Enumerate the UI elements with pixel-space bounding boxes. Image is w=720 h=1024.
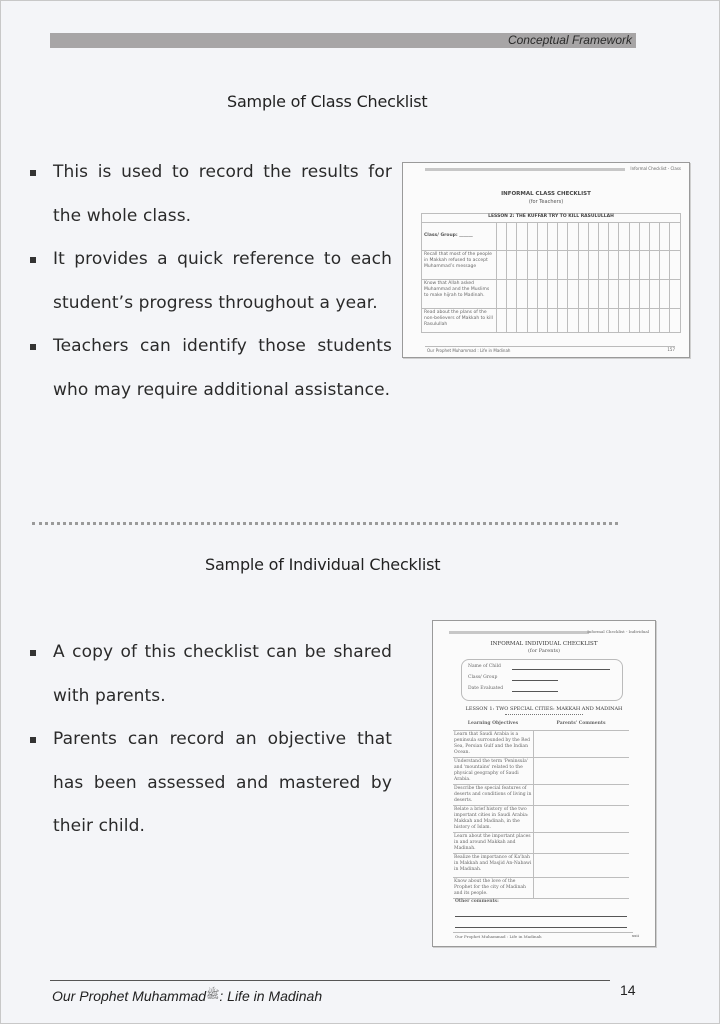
thumb-footer-rule [425,346,675,347]
thumb-subtitle: (for Teachers) [528,199,564,205]
individual-checklist-heading: Sample of Individual Checklist [205,555,441,574]
dotted-separator [32,522,618,525]
thumb-objective: Read about the plans of the non-believers of Makkah to kill Rasulullah [422,309,497,333]
thumb-objective: Know that Allah asked Muhammad and the Muslims to make hijrah to Madinah. [422,280,497,309]
thumb-other-comments: Other comments: [455,899,499,904]
thumb-objective: Learn that Saudi Arabia is a peninsula surrounded by the Red Sea, Persian Gulf and the Indian Ocean. [453,730,533,757]
bullet-item: A copy of this checklist can be shared with parents. [30,631,392,718]
thumb-objective: Realize the importance of Ka'bah in Makkah and Masjid An-Nabawi in Madinah. [453,853,533,877]
thumb-objective: Recall that most of the people in Makkah refused to accept Muhammad’s message [422,251,497,280]
bullet-item: Teachers can identify those students who may require additional assistance. [30,325,392,412]
thumb-objective: Describe the special features of deserts and conditions of living in deserts. [453,784,533,805]
bullet-item: Parents can record an objective that has been assessed and mastered by their child. [30,718,392,849]
bullet-item: This is used to record the results for the whole class. [30,151,392,238]
thumb-objective: Learn about the important places in and around Makkah and Madinah. [453,832,533,853]
thumb-footer-title: Our Prophet Muhammad : Life in Madinah [427,348,511,353]
thumb-objective: Know about the love of the Prophet for the city of Madinah and its people. [453,877,533,898]
thumb-header-tag: Informal Checklist - Individual [587,629,649,634]
thumb-title: INFORMAL INDIVIDUAL CHECKLIST [490,641,598,647]
individual-checklist-grid [453,721,629,899]
thumb-col-header: Parents' Comments [533,721,629,730]
thumb-subtitle: (for Parents) [527,648,560,654]
thumb-field-line [512,669,610,670]
thumb-field-label: Date Evaluated [468,686,504,691]
class-checklist-thumbnail [402,162,690,358]
running-header-title: Conceptual Framework [507,33,632,47]
thumb-footer-page: xxii [631,933,639,938]
bullet-square-icon [30,737,36,743]
thumb-header-tag: Informal Checklist - Class [630,166,681,171]
thumb-field-label: Name of Child [468,664,501,669]
class-checklist-heading: Sample of Class Checklist [227,92,428,111]
bullet-item: It provides a quick reference to each student’s progress throughout a year. [30,238,392,325]
footer-book-title: Our Prophet Muhammad$^ﷺ$: Life in Madinah [52,988,323,1004]
thumb-comment-line [455,927,627,928]
individual-checklist-thumbnail [432,620,656,947]
thumb-lesson-underline [505,714,583,715]
page-number: 14 [620,982,636,998]
class-checklist-grid [421,213,681,333]
thumb-header-strip [449,631,589,634]
bullet-square-icon [30,344,36,350]
individual-checklist-bullets [30,631,392,849]
thumb-lesson: LESSON 1: TWO SPECIAL CITIES: MAKKAH AND MADINAH [465,706,623,712]
thumb-title: INFORMAL CLASS CHECKLIST [501,191,591,197]
thumb-footer-title: Our Prophet Muhammad : Life in Madinah [455,934,542,939]
thumb-info-box [461,659,623,701]
thumb-objective: Understand the term 'Peninsula' and 'mountains' related to the physical geography of Saudi Arabia. [453,757,533,784]
running-header-bar [50,33,636,48]
bullet-square-icon [30,257,36,263]
thumb-comment-line [455,916,627,917]
thumb-footer-rule [453,932,633,933]
thumb-field-line [512,680,558,681]
thumb-header-strip [425,168,625,171]
thumb-class-group: Class/ Group: ______ [422,223,497,251]
thumb-field-label: Class/ Group [468,675,498,680]
bullet-square-icon [30,650,36,656]
thumb-objective: Relate a brief history of the two important cities in Saudi Arabia: Makkah and Madinah, in the history of Islam. [453,805,533,832]
bullet-square-icon [30,170,36,176]
salutation-glyph-icon: ﷺ [206,989,220,1001]
thumb-lesson: LESSON 2: THE KUFFAR TRY TO KILL RASULULLAH [422,214,681,223]
class-checklist-bullets [30,151,392,412]
thumb-col-header: Learning Objectives [453,721,533,730]
thumb-footer-page: 157 [667,347,675,352]
footer-rule [50,980,610,981]
thumb-field-line [512,691,558,692]
